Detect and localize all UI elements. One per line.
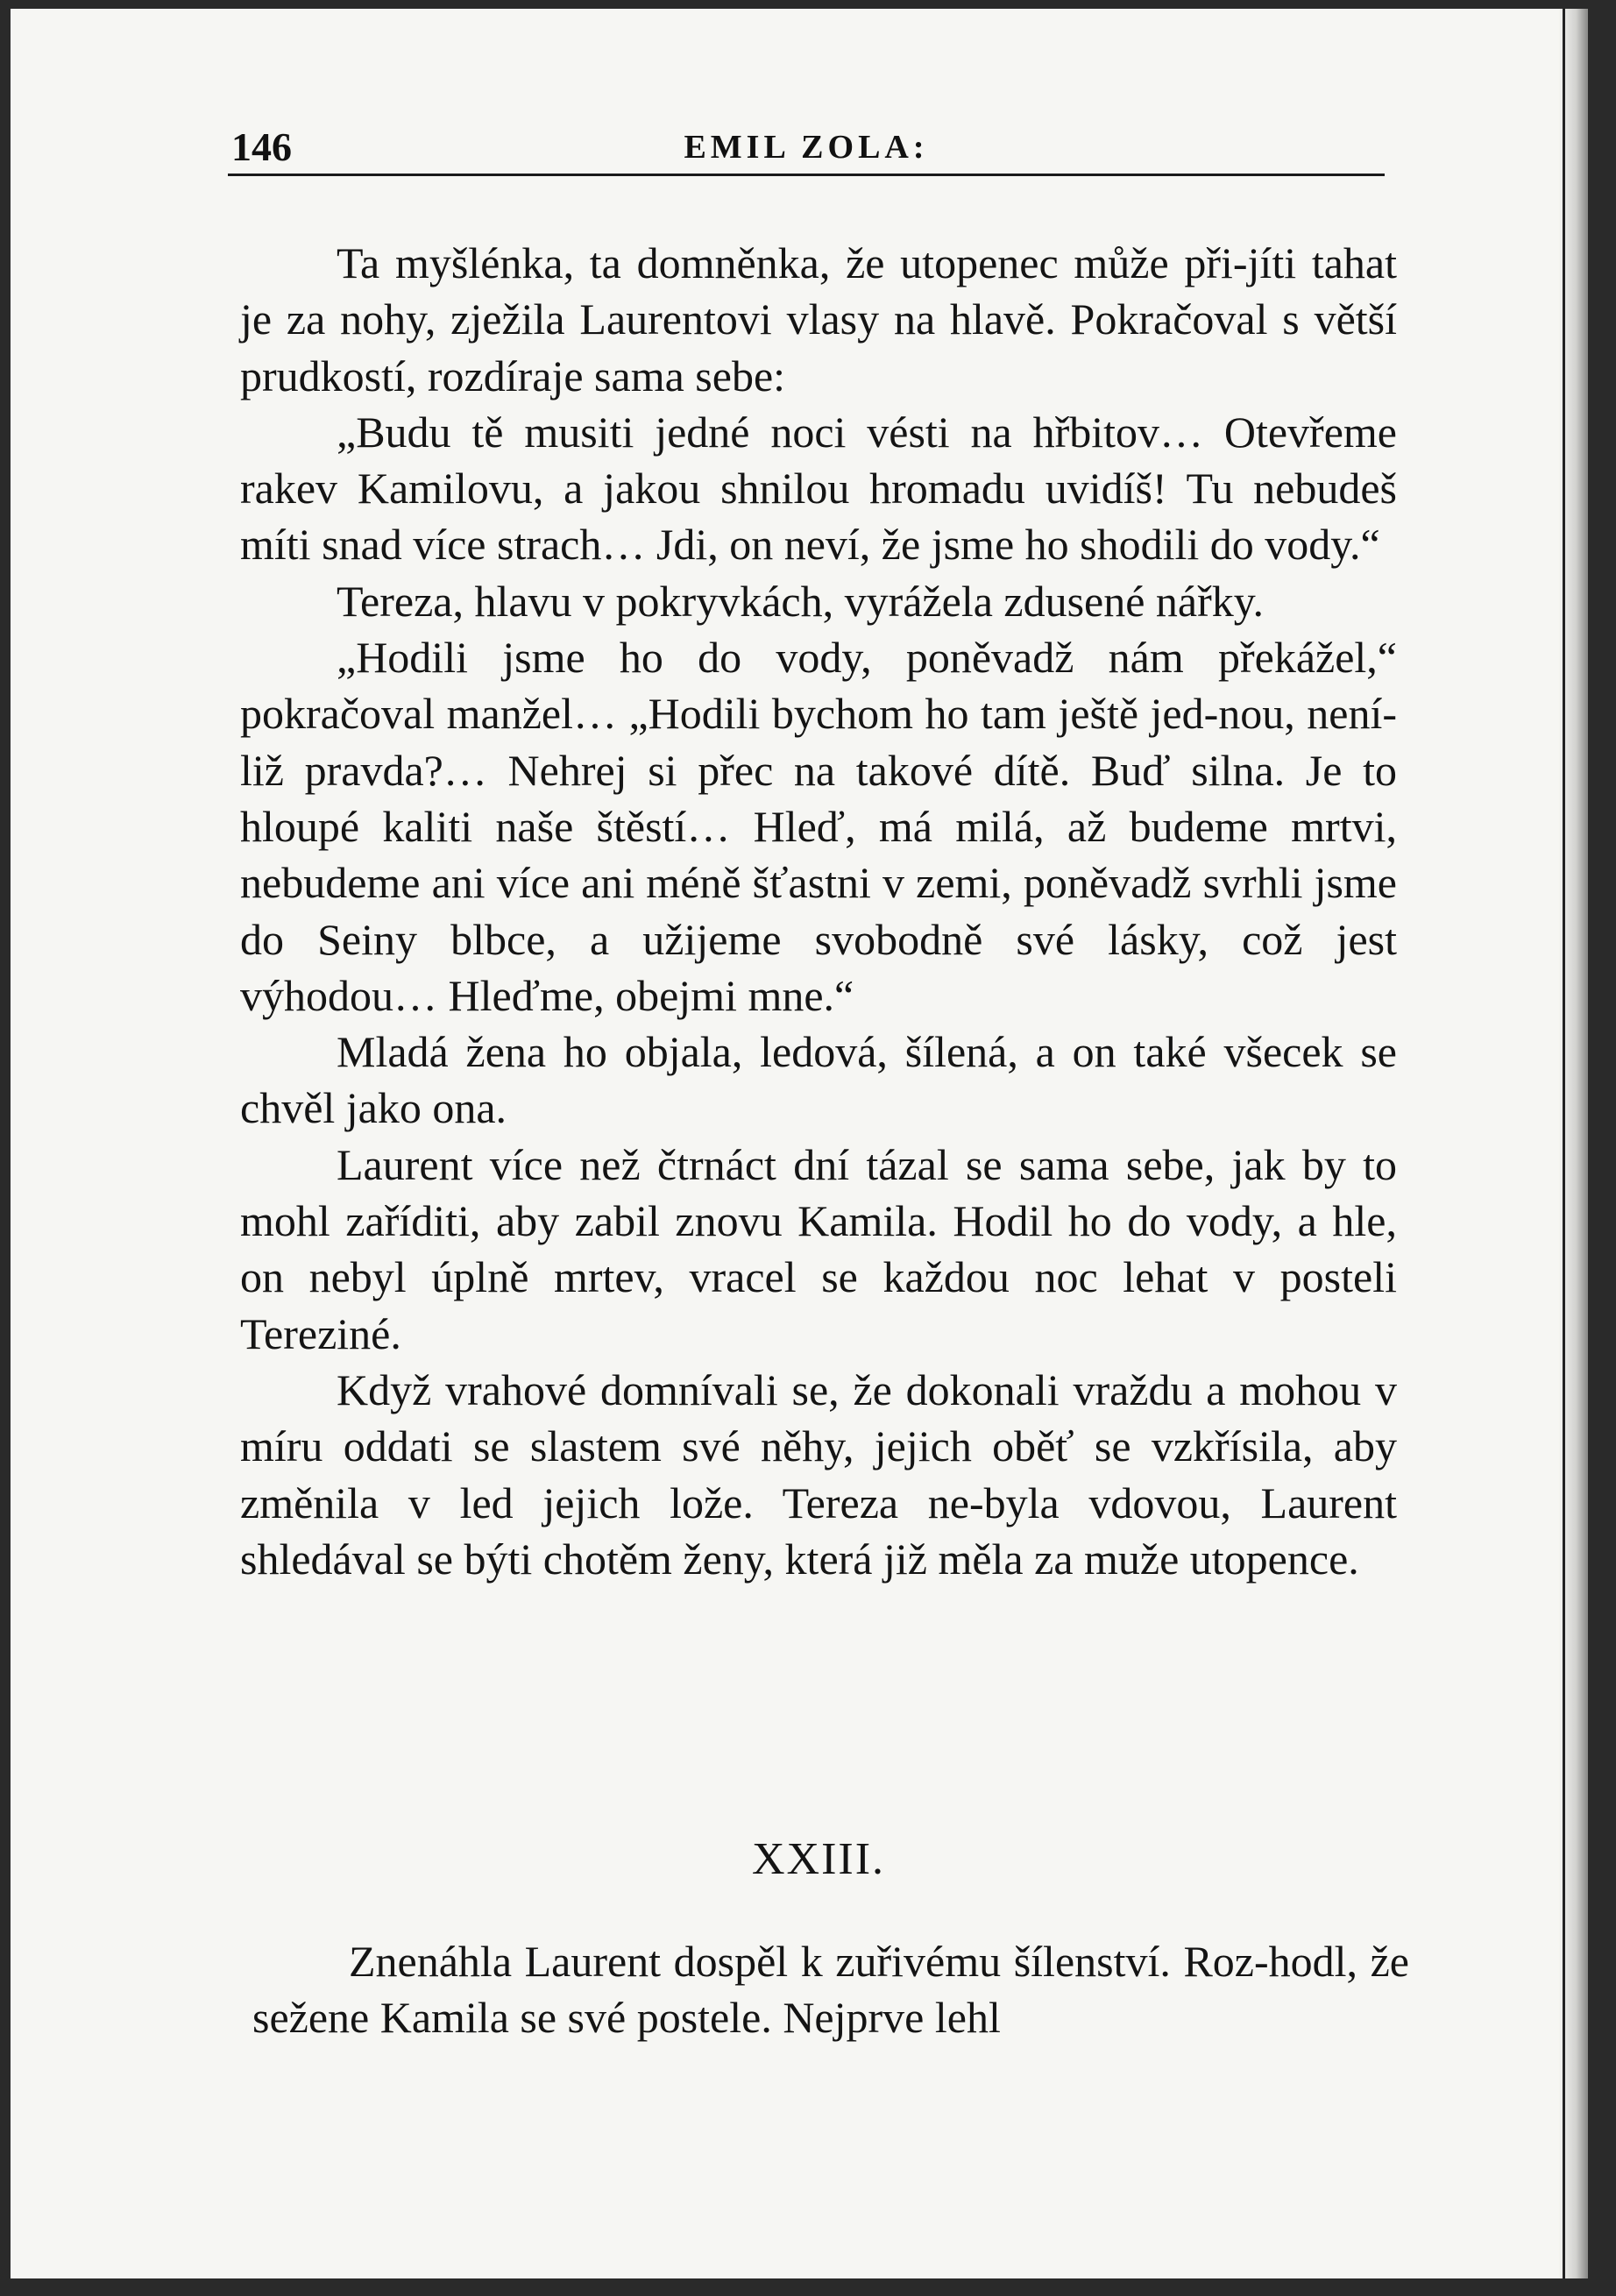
- paragraph: Mladá žena ho objala, ledová, šílená, a on také všecek se chvěl jako ona.: [240, 1027, 1397, 1133]
- page-number: 146: [231, 124, 292, 169]
- running-head: [228, 119, 1385, 176]
- book-page: [11, 9, 1588, 2278]
- paragraph: „Hodili jsme ho do vody, poněvadž nám překážel,“ pokračoval manžel… „Hodili bychom ho tam ještě jed-nou, není-liž pravda?… Nehrej si přec na takové dítě. Buď silna. Je to hloupé kaliti naše štěstí… Hleď, má milá, až budeme mrtvi, nebudeme ani více ani méně šťastni v zemi, poněvadž svrhli jsme do Seiny blbce, a užijeme svobodně své lásky, což jest výhodou… Hleďme, obejmi mne.“: [240, 633, 1397, 1020]
- paragraph: Znenáhla Laurent dospěl k zuřivému šílenství. Roz-hodl, že sežene Kamila se své postele. Nejprve lehl: [252, 1937, 1409, 2043]
- body-text: [240, 235, 1397, 1587]
- paragraph: „Budu tě musiti jedné noci vésti na hřbitov… Otevřeme rakev Kamilovu, a jakou shnilou hromadu uvidíš! Tu nebudeš míti snad více strach… Jdi, on neví, že jsme ho shodili do vody.“: [240, 407, 1397, 570]
- spine-edge: [1563, 9, 1565, 2278]
- chapter-heading: XXIII.: [751, 1834, 886, 1884]
- paragraph: Tereza, hlavu v pokryvkách, vyrážela zdusené nářky.: [337, 576, 1265, 626]
- paragraph: Když vrahové domnívali se, že dokonali vraždu a mohou v míru oddati se slastem své něhy, jejich oběť se vzkřísila, aby změnila v led jejich lože. Tereza ne-byla vdovou, Laurent shledával se býti chotěm ženy, která již měla za muže utopence.: [240, 1364, 1397, 1584]
- chapter-text: [252, 1933, 1409, 2046]
- paragraph: Laurent více než čtrnáct dní tázal se sama sebe, jak by to mohl zaříditi, aby zabil znovu Kamila. Hodil ho do vody, a hle, on nebyl úplně mrtev, vracel se každou noc lehat v posteli Tereziné.: [240, 1139, 1397, 1358]
- paragraph: Ta myšlénka, ta domněnka, že utopenec může při-jíti tahat je za nohy, zježila Laurentovi vlasy na hlavě. Pokračoval s větší prudkostí, rozdíraje sama sebe:: [240, 238, 1397, 400]
- running-title: EMIL ZOLA:: [684, 129, 929, 166]
